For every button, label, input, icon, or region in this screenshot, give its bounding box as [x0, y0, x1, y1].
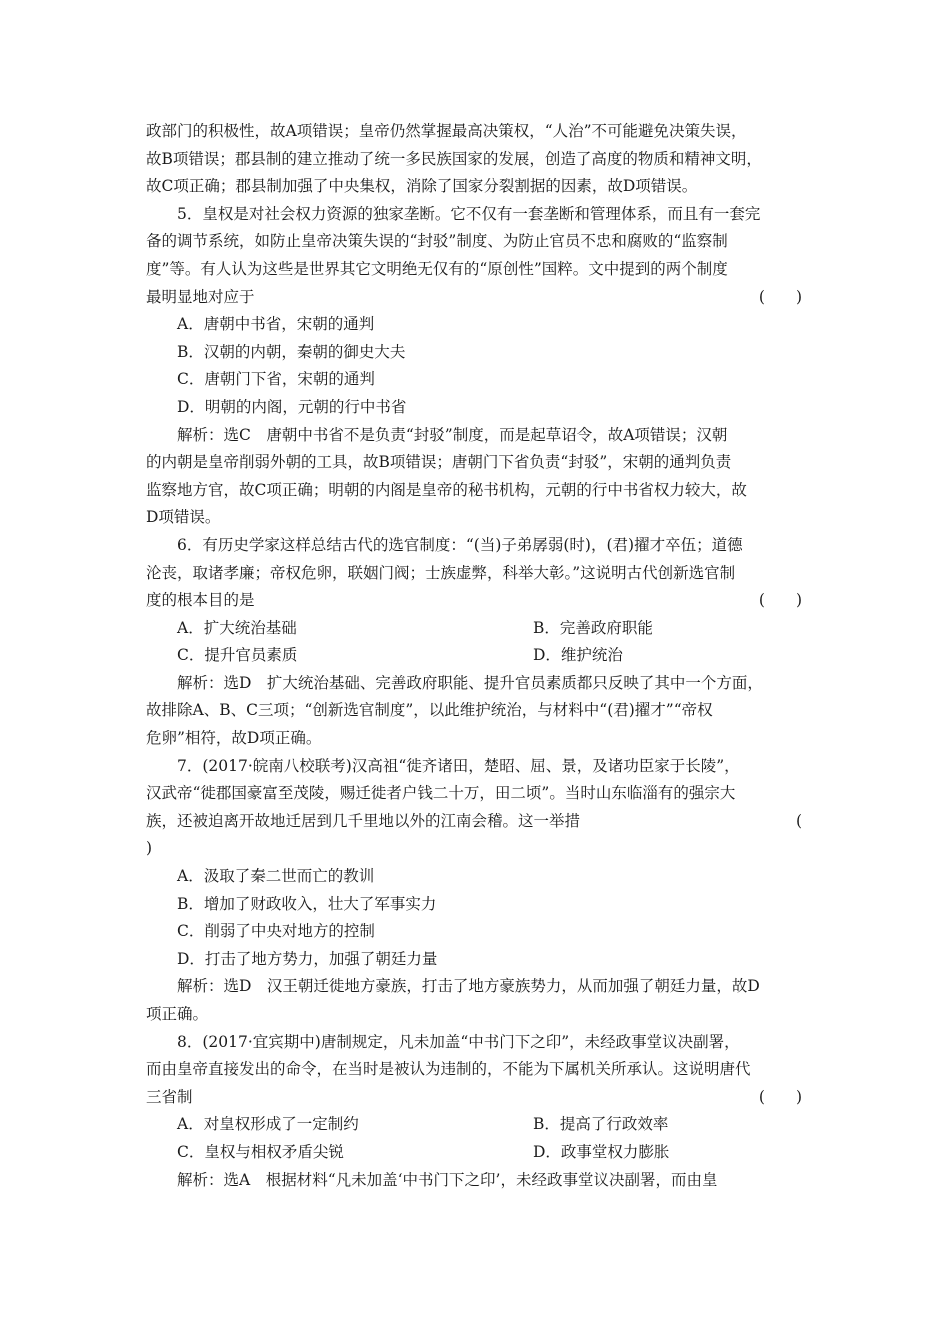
- question-stem-line: 而由皇帝直接发出的命令，在当时是被认为违制的，不能为下属机关所承认。这说明唐代: [146, 1060, 751, 1079]
- answer-bracket-close: ): [146, 839, 153, 858]
- answer-bracket: ( ): [758, 287, 802, 306]
- question-stem-line: 备的调节系统，如防止皇帝决策失误的“封驳”制度、为防止官员不忠和腐败的“监察制: [146, 232, 728, 251]
- analysis-line: 项正确。: [146, 1005, 209, 1023]
- question-6: [146, 532, 810, 753]
- intro-paragraph: [146, 118, 810, 201]
- option-d: D．明朝的内阁，元朝的行中书省: [177, 397, 407, 416]
- option-c: C．唐朝门下省，宋朝的通判: [177, 370, 375, 389]
- question-stem-line: 度”等。有人认为这些是世界其它文明绝无仅有的“原创性”国粹。文中提到的两个制度: [146, 259, 728, 278]
- option-d: D．维护统治: [533, 646, 623, 665]
- question-stem-line: 6．有历史学家这样总结古代的选官制度：“(当)子弟孱弱(时)，(君)擢才卒伍；道德: [177, 535, 743, 554]
- answer-bracket: ( ): [758, 591, 802, 610]
- option-c: C．提升官员素质: [177, 646, 298, 665]
- option-c: C．削弱了中央对地方的控制: [177, 922, 375, 941]
- question-stem-last-line: [146, 1084, 810, 1112]
- option-a: A．对皇权形成了一定制约: [177, 1115, 359, 1134]
- options-grid: [146, 1111, 810, 1166]
- analysis-line: 解析：选D 汉王朝迁徙地方豪族，打击了地方豪族势力，从而加强了朝廷力量，故D: [177, 977, 760, 996]
- answer-bracket: ( ): [758, 1087, 802, 1106]
- answer-bracket-open: (: [795, 811, 802, 830]
- question-stem-text: 度的根本目的是: [146, 591, 255, 610]
- question-stem-line: 5．皇权是对社会权力资源的独家垄断。它不仅有一套垄断和管理体系，而且有一套完: [177, 204, 761, 223]
- option-b: B．增加了财政收入，壮大了军事实力: [177, 894, 437, 913]
- option-c: C．皇权与相权矛盾尖锐: [177, 1142, 344, 1161]
- option-a: A．汲取了秦二世而亡的教训: [177, 867, 375, 886]
- options-grid: [146, 615, 810, 670]
- question-stem-text: 三省制: [146, 1087, 193, 1106]
- question-stem-line: 沦丧，取诸孝廉；帝权危卵，联姻门阀；士族虚弊，科举大彰。”这说明古代创新选官制: [146, 563, 736, 582]
- question-7: [146, 753, 810, 1029]
- intro-line: 故B项错误；郡县制的建立推动了统一多民族国家的发展，创造了高度的物质和精神文明，: [146, 149, 762, 168]
- option-b: B．提高了行政效率: [533, 1115, 669, 1134]
- analysis-line: 的内朝是皇帝削弱外朝的工具，故B项错误；唐朝门下省负责“封驳”，宋朝的通判负责: [146, 453, 732, 472]
- analysis-line: 解析：选D 扩大统治基础、完善政府职能、提升官员素质都只反映了其中一个方面，: [177, 673, 763, 692]
- analysis-line: D项错误。: [146, 508, 221, 527]
- option-d: D．政事堂权力膨胀: [533, 1142, 670, 1161]
- option-d: D．打击了地方势力，加强了朝廷力量: [177, 949, 438, 968]
- question-stem-text: 族，还被迫离开故地迁居到几千里地以外的江南会稽。这一举措: [146, 811, 581, 830]
- intro-line: 政部门的积极性，故A项错误；皇帝仍然掌握最高决策权，“人治”不可能避免决策失误，: [146, 122, 747, 140]
- question-stem-text: 最明显地对应于: [146, 287, 255, 306]
- analysis-line: 解析：选A 根据材料“凡未加盖‘中书门下之印’，未经政事堂议决副署，而由皇: [177, 1170, 718, 1189]
- option-b: B．汉朝的内朝，秦朝的御史大夫: [177, 342, 406, 361]
- question-5: [146, 201, 810, 532]
- question-stem-line: 7．(2017·皖南八校联考)汉高祖“徙齐诸田，楚昭、屈、景，及诸功臣家于长陵”，: [177, 756, 740, 775]
- question-stem-line: 汉武帝“徙郡国豪富至茂陵，赐迁徙者户钱二十万，田二顷”。当时山东临淄有的强宗大: [146, 784, 736, 803]
- question-stem-last-line: [146, 808, 810, 836]
- page-content: [146, 118, 810, 1194]
- question-stem-last-line: [146, 284, 810, 312]
- intro-line: 故C项正确；郡县制加强了中央集权，消除了国家分裂割据的因素，故D项错误。: [146, 177, 698, 196]
- option-a: A．扩大统治基础: [177, 618, 297, 637]
- question-8: [146, 1029, 810, 1195]
- analysis-line: 危卵”相符，故D项正确。: [146, 729, 322, 748]
- option-a: A．唐朝中书省，宋朝的通判: [177, 315, 375, 334]
- analysis-line: 故排除A、B、C三项；“创新选官制度”，以此维护统治，与材料中“(君)擢才”“帝权: [146, 701, 713, 720]
- question-stem-last-line: [146, 587, 810, 615]
- option-b: B．完善政府职能: [533, 618, 653, 637]
- analysis-line: 解析：选C 唐朝中书省不是负责“封驳”制度，而是起草诏令，故A项错误；汉朝: [177, 425, 728, 444]
- analysis-line: 监察地方官，故C项正确；明朝的内阁是皇帝的秘书机构，元朝的行中书省权力较大，故: [146, 480, 747, 499]
- question-stem-line: 8．(2017·宜宾期中)唐制规定，凡未加盖“中书门下之印”，未经政事堂议决副署，: [177, 1032, 740, 1051]
